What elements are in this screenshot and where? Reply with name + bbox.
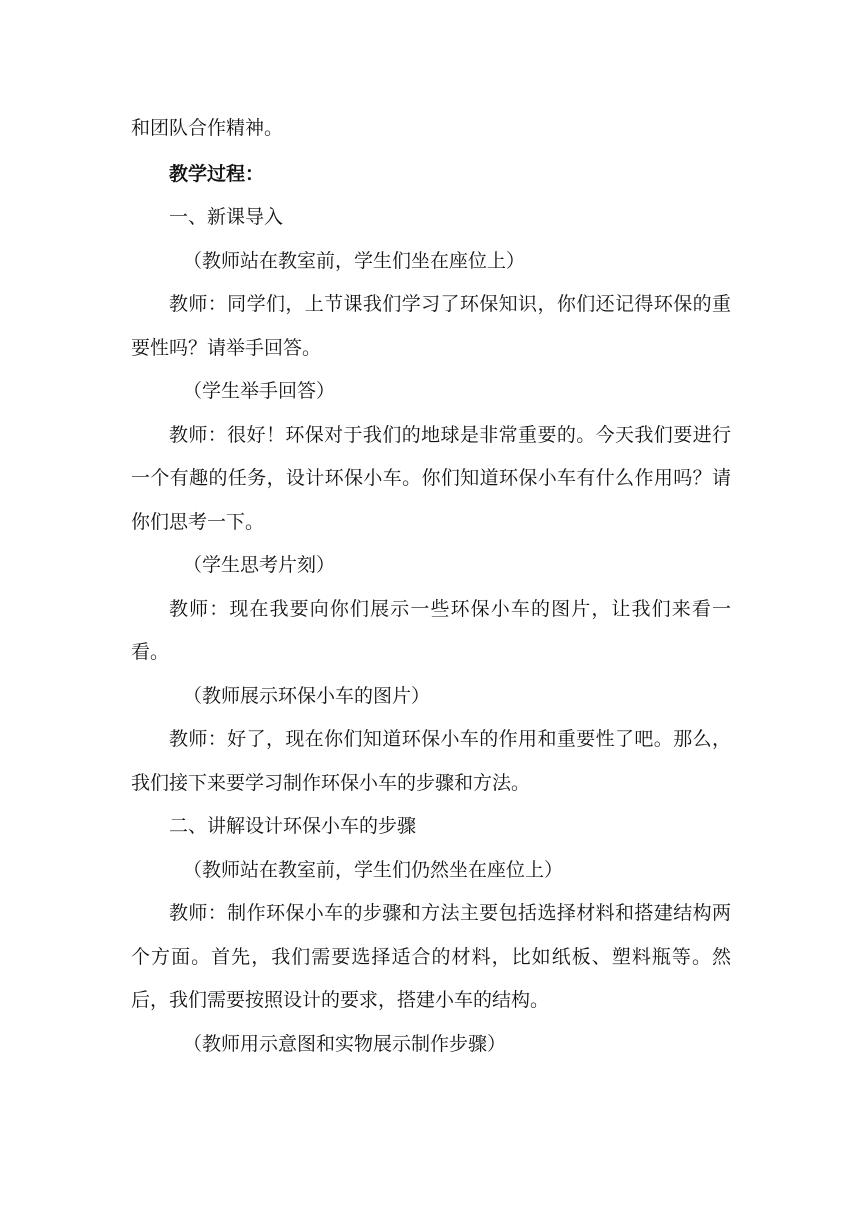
teacher-dialogue: 教师：很好！环保对于我们的地球是非常重要的。今天我们要进行一个有趣的任务，设计环保小车。你们知道环保小车有什么作用吗？请你们思考一下。: [131, 423, 731, 533]
teacher-dialogue: 教师：制作环保小车的步骤和方法主要包括选择材料和搭建结构两个方面。首先，我们需要选择适合的材料，比如纸板、塑料瓶等。然后，我们需要按照设计的要求，搭建小车的结构。: [131, 902, 731, 1011]
teacher-dialogue: 教师：现在我要向你们展示一些环保小车的图片，让我们来看一看。: [131, 597, 731, 663]
paragraph-continuation: 和团队合作精神。: [131, 117, 284, 139]
section-title-new-lesson-intro: 一、新课导入: [169, 206, 284, 228]
stage-direction: （教师站在教室前，学生们仍然坐在座位上）: [183, 858, 564, 881]
stage-direction: （教师展示环保小车的图片）: [183, 684, 431, 707]
stage-direction: （教师用示意图和实物展示制作步骤）: [183, 1032, 507, 1055]
teacher-dialogue: 教师：好了，现在你们知道环保小车的作用和重要性了吧。那么，我们接下来要学习制作环保小车的步骤和方法。: [131, 728, 731, 794]
stage-direction: （教师站在教室前，学生们坐在座位上）: [183, 249, 526, 272]
stage-direction: （学生思考片刻）: [183, 554, 336, 576]
section-heading-teaching-process: 教学过程：: [169, 162, 265, 185]
teacher-dialogue: 教师：同学们，上节课我们学习了环保知识，你们还记得环保的重要性吗？请举手回答。: [131, 293, 731, 359]
stage-direction: （学生举手回答）: [183, 380, 336, 402]
document-body: [131, 107, 731, 1066]
section-title-design-steps: 二、讲解设计环保小车的步骤: [169, 815, 417, 837]
